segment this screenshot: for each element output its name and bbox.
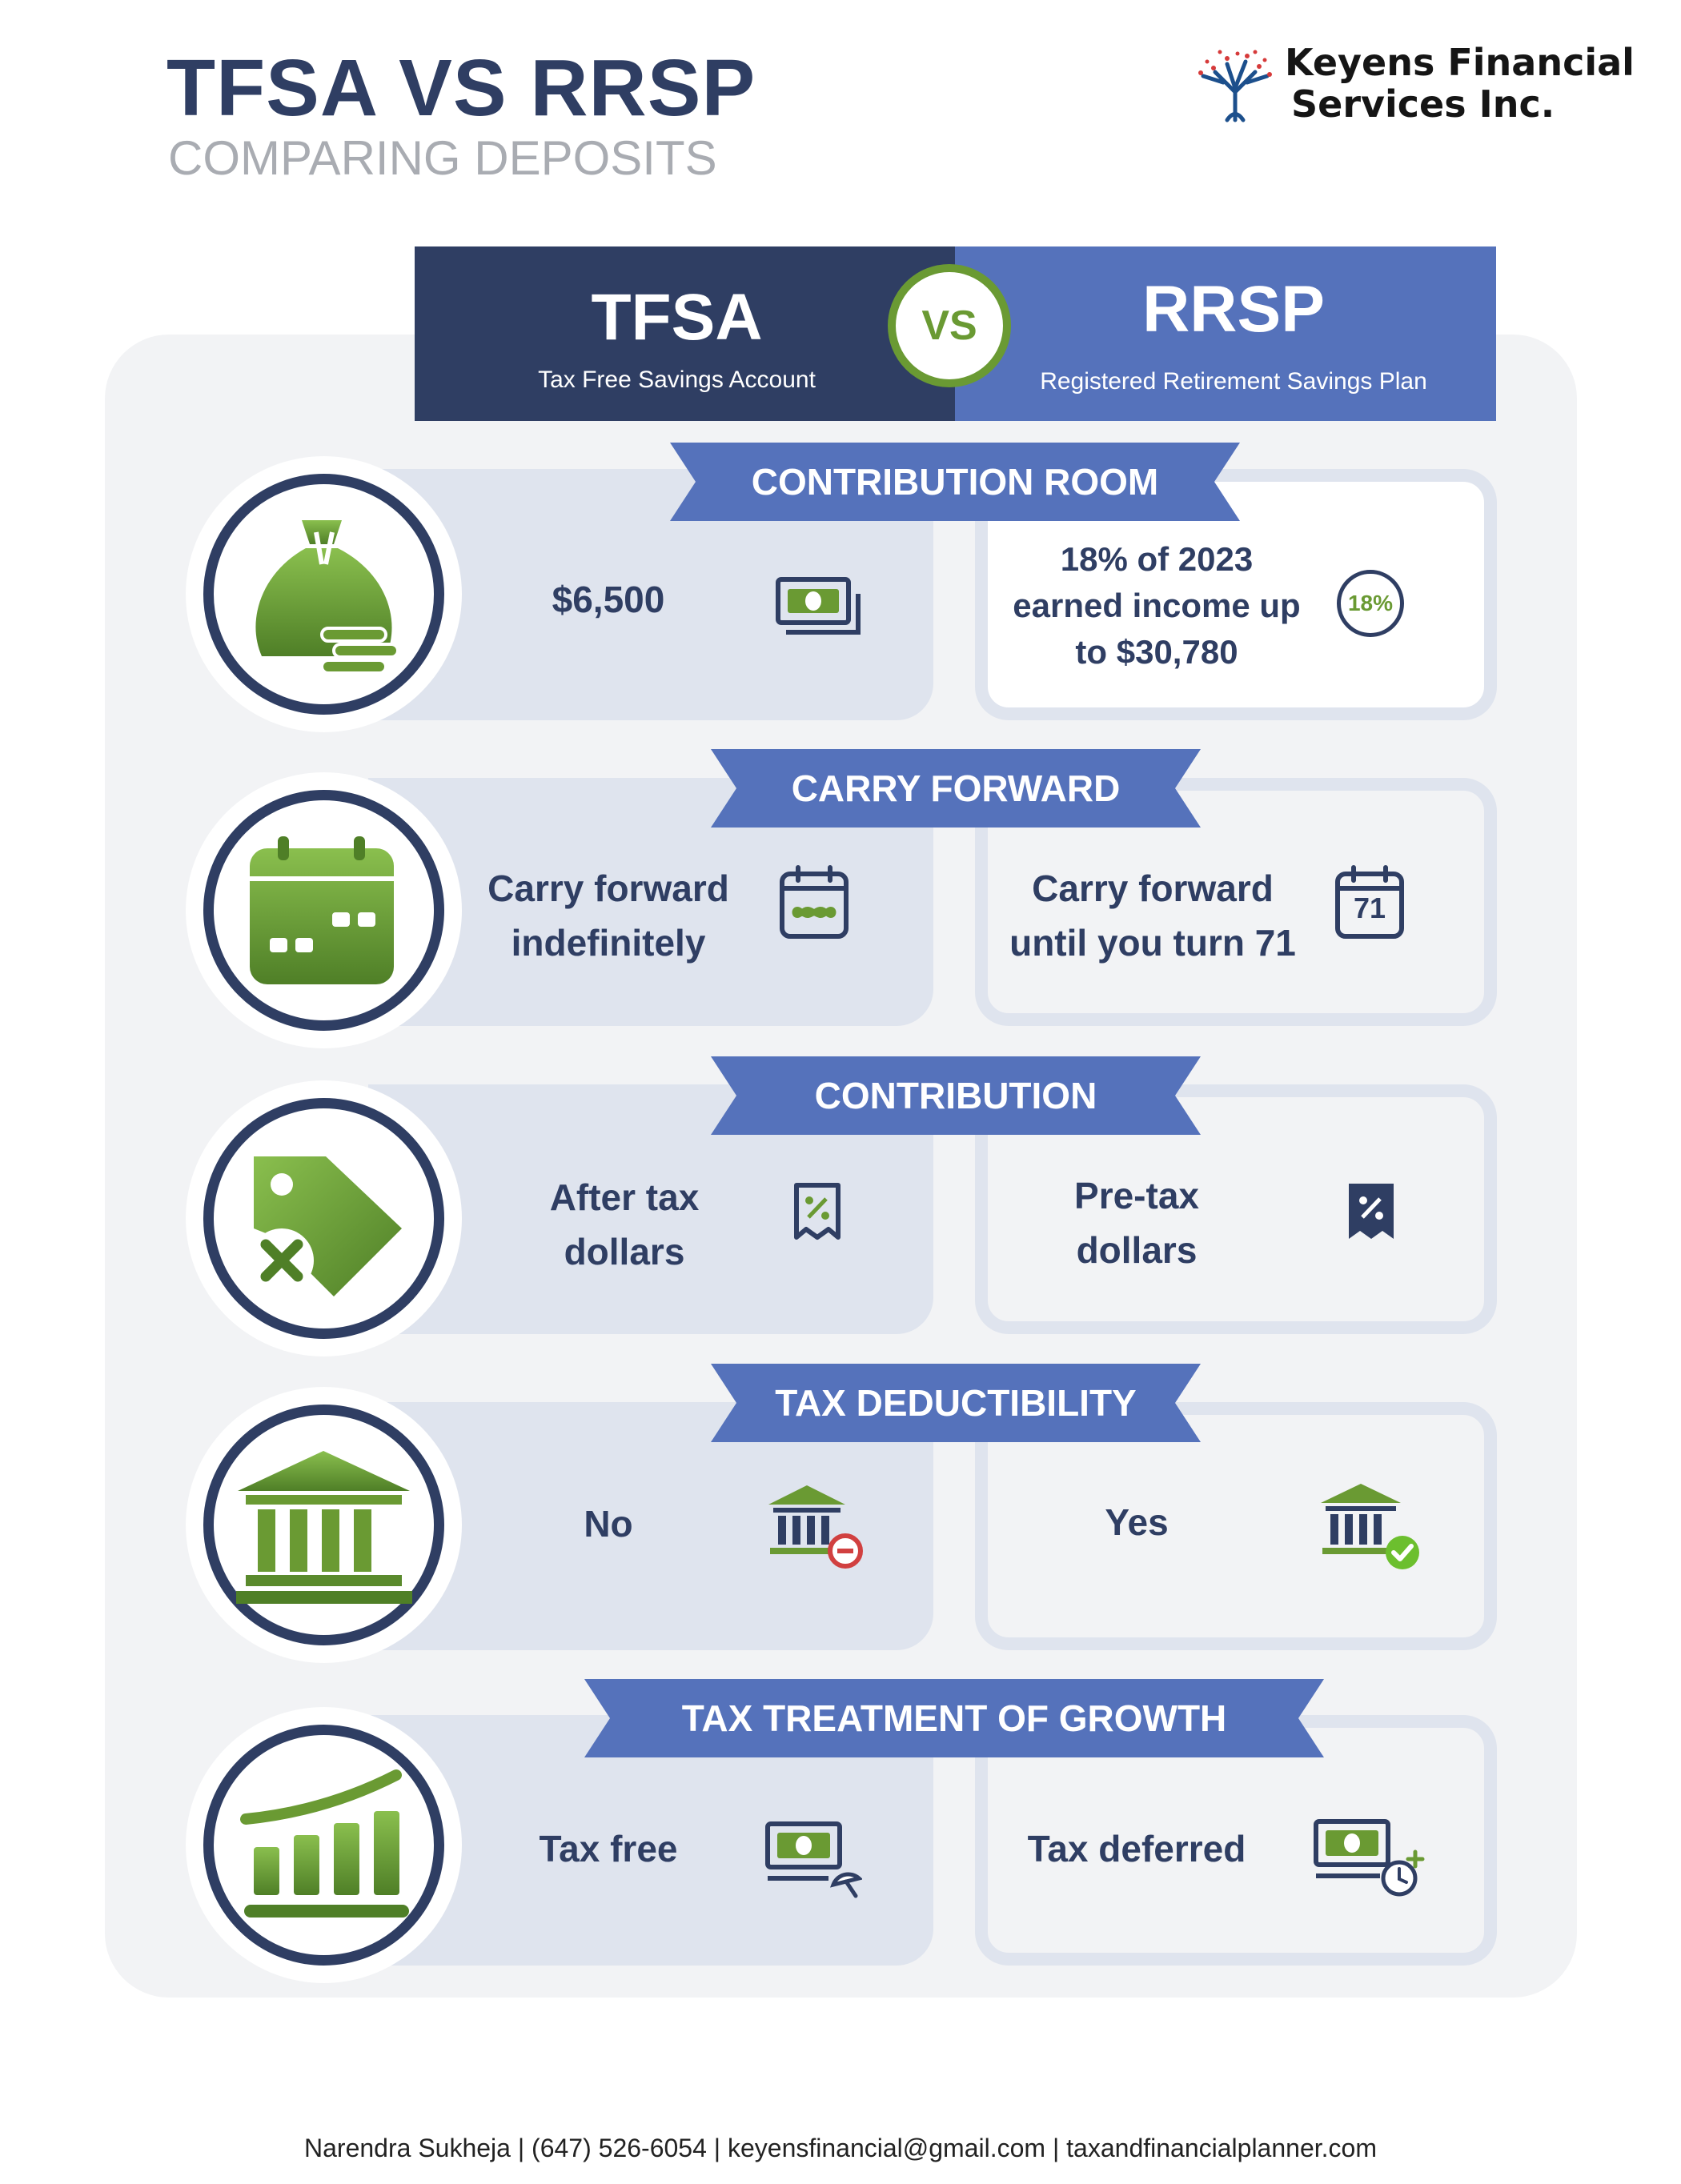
- row3-tfsa-value: [496, 1170, 752, 1279]
- cash-clock-icon: [1313, 1818, 1425, 1898]
- bank-icon: [214, 1415, 434, 1635]
- calendar-71-text: 71: [1353, 892, 1386, 924]
- tfsa-header: [415, 246, 955, 421]
- row2-rrsp-value: [989, 861, 1317, 970]
- money-bag-icon: [214, 484, 434, 704]
- calendar-71-icon: [1334, 864, 1406, 940]
- tree-logo-icon: [1191, 44, 1279, 124]
- calendar-icon: [214, 800, 434, 1020]
- row5-tfsa-value: Tax free: [539, 1828, 678, 1869]
- row3-category-ring: [186, 1080, 462, 1356]
- row2-tfsa-line1: Carry forward: [487, 868, 729, 909]
- row1-category-ring: [186, 456, 462, 732]
- company-name-line2: Services Inc.: [1291, 82, 1555, 126]
- row3-rrsp-line2: dollars: [1076, 1229, 1198, 1271]
- company-name-line1: Keyens Financial: [1285, 41, 1635, 84]
- price-tag-x-icon: [214, 1108, 434, 1328]
- row3-tfsa-line1: After tax: [549, 1176, 700, 1218]
- rrsp-header: [955, 246, 1496, 421]
- row1-label: CONTRIBUTION ROOM: [751, 461, 1159, 503]
- row2-label: CARRY FORWARD: [791, 767, 1121, 809]
- row1-rrsp-line2: earned income up: [1013, 587, 1301, 624]
- row1-rrsp-value: [993, 536, 1321, 675]
- vs-badge: VS: [888, 264, 1011, 387]
- rrsp-title: RRSP: [1142, 273, 1325, 346]
- row5-category-ring: [186, 1707, 462, 1983]
- tax-receipt-filled-icon: [1346, 1181, 1396, 1242]
- bank-minus-icon: [767, 1482, 863, 1570]
- row1-rrsp-line1: 18% of 2023: [1060, 540, 1254, 578]
- row5-label: TAX TREATMENT OF GROWTH: [681, 1697, 1227, 1739]
- tax-receipt-outline-icon: [792, 1181, 842, 1242]
- row5-rrsp-value: Tax deferred: [1027, 1828, 1246, 1869]
- growth-chart-icon: [214, 1735, 434, 1955]
- row4-category-ring: [186, 1387, 462, 1663]
- row2-banner: [711, 749, 1201, 828]
- row4-tfsa-value: No: [584, 1503, 633, 1545]
- page-subtitle: COMPARING DEPOSITS: [168, 131, 717, 185]
- footer-contact: Narendra Sukheja | (647) 526-6054 | keyensfinancial@gmail.com | taxandfinancialplanner.com: [304, 2134, 1377, 2162]
- row3-rrsp-value: [1009, 1168, 1265, 1277]
- row3-tfsa-line2: dollars: [564, 1231, 685, 1272]
- row4-rrsp-value: Yes: [1105, 1501, 1169, 1543]
- row2-tfsa-line2: indefinitely: [511, 922, 706, 964]
- cash-umbrella-icon: [764, 1821, 862, 1899]
- tfsa-title: TFSA: [591, 281, 763, 354]
- row1-banner: [670, 443, 1240, 521]
- row3-label: CONTRIBUTION: [814, 1075, 1097, 1116]
- bank-check-icon: [1318, 1481, 1422, 1573]
- company-name: [1285, 42, 1635, 125]
- row4-banner: [711, 1364, 1201, 1442]
- percent-circle-icon: 18%: [1337, 570, 1404, 637]
- row3-banner: [711, 1056, 1201, 1135]
- row1-tfsa-value: $6,500: [552, 579, 665, 620]
- banknotes-icon: [775, 576, 861, 639]
- page-title: TFSA VS RRSP: [166, 43, 756, 133]
- row2-rrsp-line2: until you turn 71: [1009, 922, 1296, 964]
- row2-tfsa-value: [464, 861, 752, 970]
- row2-category-ring: [186, 772, 462, 1048]
- calendar-infinity-icon: [778, 864, 850, 940]
- rrsp-subtitle: Registered Retirement Savings Plan: [1040, 368, 1427, 395]
- tfsa-subtitle: Tax Free Savings Account: [538, 367, 816, 393]
- row5-banner: [584, 1679, 1324, 1757]
- row1-rrsp-line3: to $30,780: [1075, 633, 1238, 671]
- row3-rrsp-line1: Pre-tax: [1074, 1175, 1199, 1216]
- row2-rrsp-line1: Carry forward: [1032, 868, 1274, 909]
- row4-label: TAX DEDUCTIBILITY: [775, 1382, 1137, 1424]
